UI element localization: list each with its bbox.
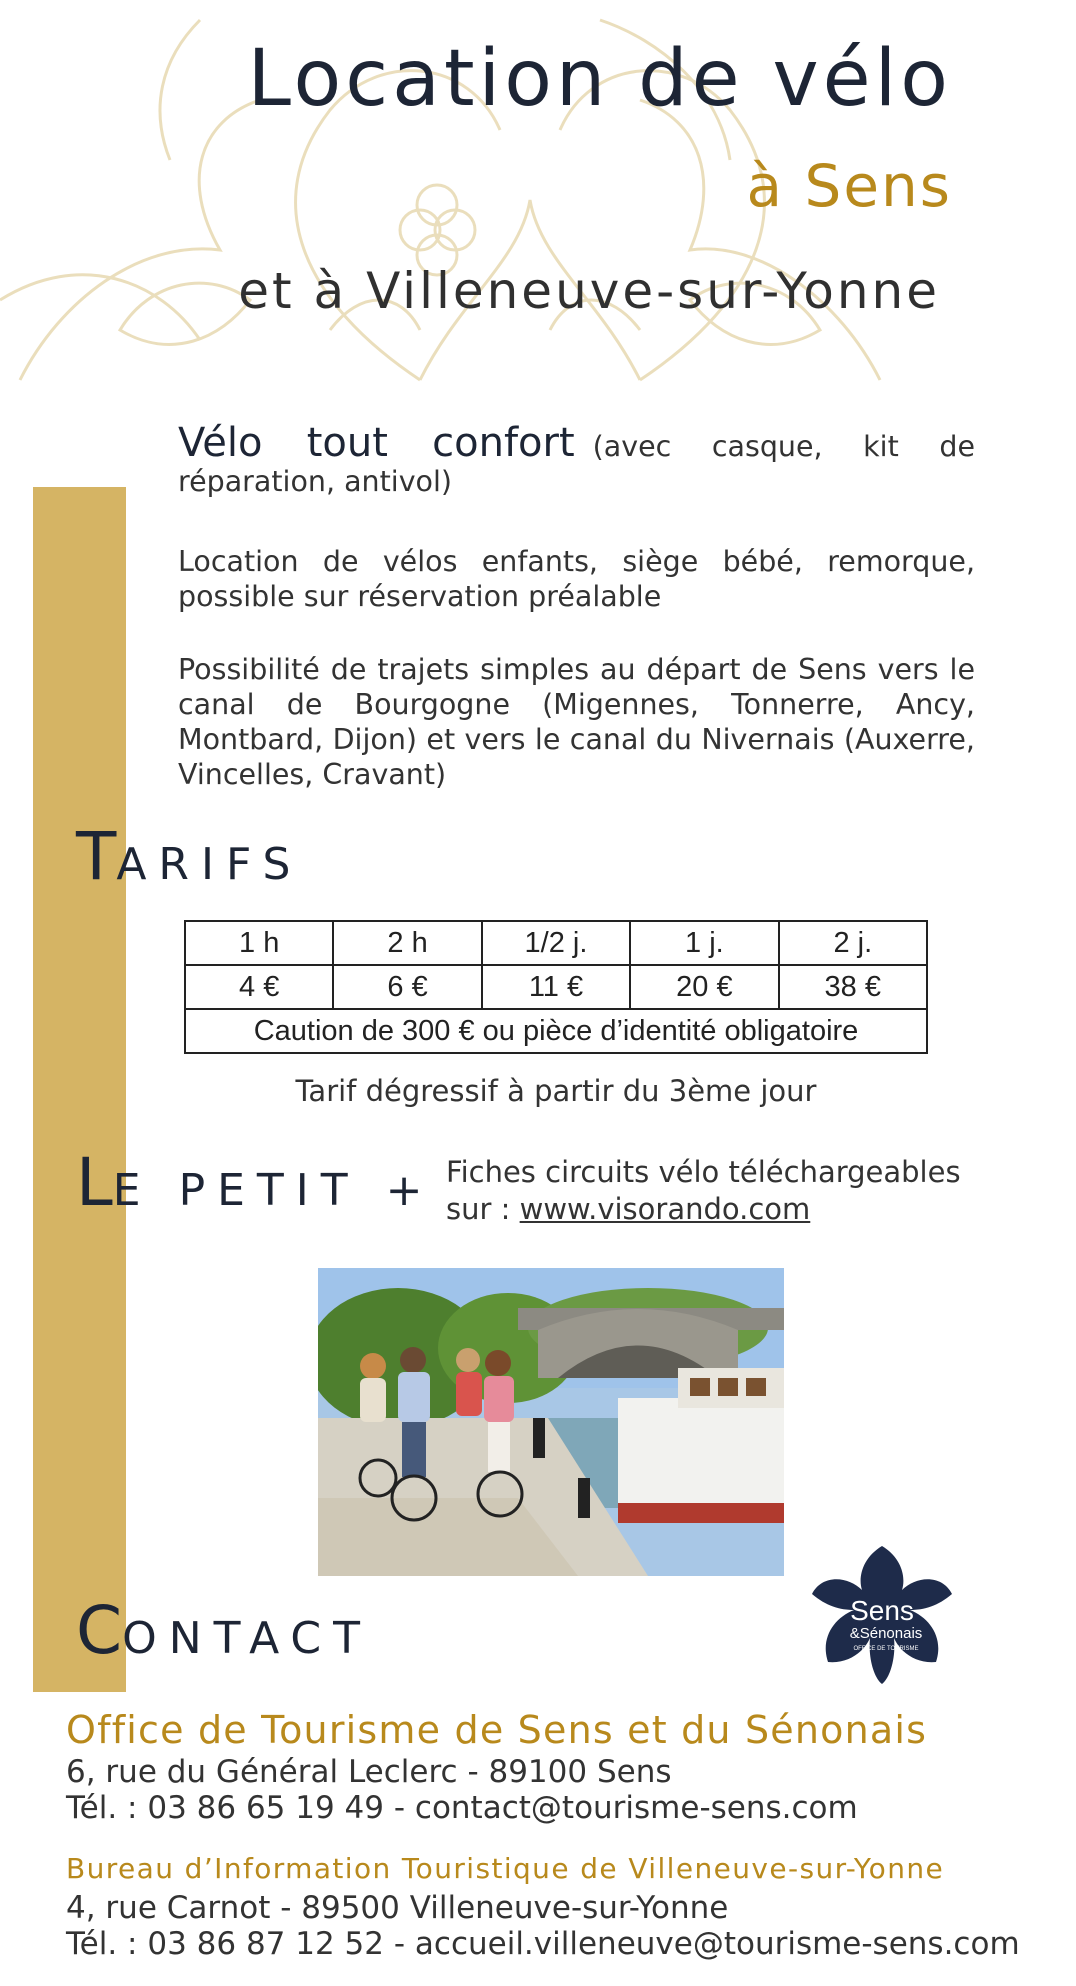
duration-cell: 1 h	[185, 921, 333, 965]
visorando-line	[446, 1191, 1006, 1228]
caution-cell: Caution de 300 € ou pièce d’identité obligatoire	[185, 1009, 927, 1053]
price-cell: 4 €	[185, 965, 333, 1009]
duration-cell: 1/2 j.	[482, 921, 630, 965]
tarifs-heading-rest: ARIFS	[116, 839, 303, 890]
velo-confort-title: Vélo tout confort	[178, 420, 575, 466]
price-cell: 20 €	[630, 965, 778, 1009]
logo-sub: &Sénonais	[849, 1625, 923, 1642]
tarif-degressif-note: Tarif dégressif à partir du 3ème jour	[295, 1074, 817, 1108]
velo-confort-detail: (avec casque, kit de réparation, antivol)	[178, 430, 975, 498]
office-address: 6, rue du Général Leclerc - 89100 Sens	[66, 1754, 672, 1790]
cyclists-canal-photo	[318, 1268, 784, 1576]
bureau-name: Bureau d’Information Touristique de Villeneuve-sur-Yonne	[66, 1852, 945, 1885]
table-row	[185, 965, 927, 1009]
tarifs-heading	[76, 818, 302, 895]
trajets-simples-paragraph: Possibilité de trajets simples au départ de Sens vers le canal de Bourgogne (Migennes, Tonnerre, Ancy, Montbard, Dijon) et vers le canal du Nivernais (Auxerre, Vincelles, Cravant)	[178, 653, 975, 791]
petit-heading-initial: L	[76, 1144, 113, 1221]
office-phone-email: Tél. : 03 86 65 19 49 - contact@tourisme-sens.com	[66, 1790, 858, 1826]
gold-side-bar	[33, 487, 126, 1692]
le-petit-plus-heading	[76, 1144, 435, 1221]
duration-cell: 2 j.	[779, 921, 927, 965]
sens-senonais-logo	[806, 1538, 958, 1690]
logo-tag: OFFICE DE TOURISME	[853, 1646, 919, 1652]
price-cell: 11 €	[482, 965, 630, 1009]
table-row	[185, 921, 927, 965]
fiches-circuits-line: Fiches circuits vélo téléchargeables	[446, 1155, 961, 1189]
tarifs-table	[184, 920, 928, 1054]
price-cell: 6 €	[333, 965, 481, 1009]
velo-confort-paragraph	[178, 420, 975, 499]
bureau-address: 4, rue Carnot - 89500 Villeneuve-sur-Yonne	[66, 1890, 729, 1926]
tarifs-heading-initial: T	[76, 818, 117, 895]
price-cell: 38 €	[779, 965, 927, 1009]
contact-heading-rest: ONTACT	[122, 1613, 373, 1664]
bureau-phone-email: Tél. : 03 86 87 12 52 - accueil.villeneuve@tourisme-sens.com	[66, 1926, 1020, 1962]
fiches-circuits-text	[446, 1154, 1006, 1228]
office-name: Office de Tourisme de Sens et du Sénonais	[66, 1708, 928, 1752]
petit-heading-rest: E PETIT +	[112, 1165, 435, 1216]
logo-name: Sens	[850, 1595, 914, 1626]
visorando-link[interactable]: www.visorando.com	[519, 1192, 811, 1226]
contact-heading	[76, 1592, 372, 1669]
location-enfants-paragraph: Location de vélos enfants, siège bébé, remorque, possible sur réservation préalable	[178, 545, 975, 613]
page-title: Location de vélo	[247, 34, 952, 124]
contact-heading-initial: C	[76, 1592, 123, 1669]
duration-cell: 1 j.	[630, 921, 778, 965]
table-row	[185, 1009, 927, 1053]
duration-cell: 2 h	[333, 921, 481, 965]
page-subtitle-villeneuve: et à Villeneuve-sur-Yonne	[238, 262, 940, 320]
visorando-prefix: sur :	[446, 1192, 520, 1226]
page-subtitle-sens: à Sens	[746, 152, 952, 220]
